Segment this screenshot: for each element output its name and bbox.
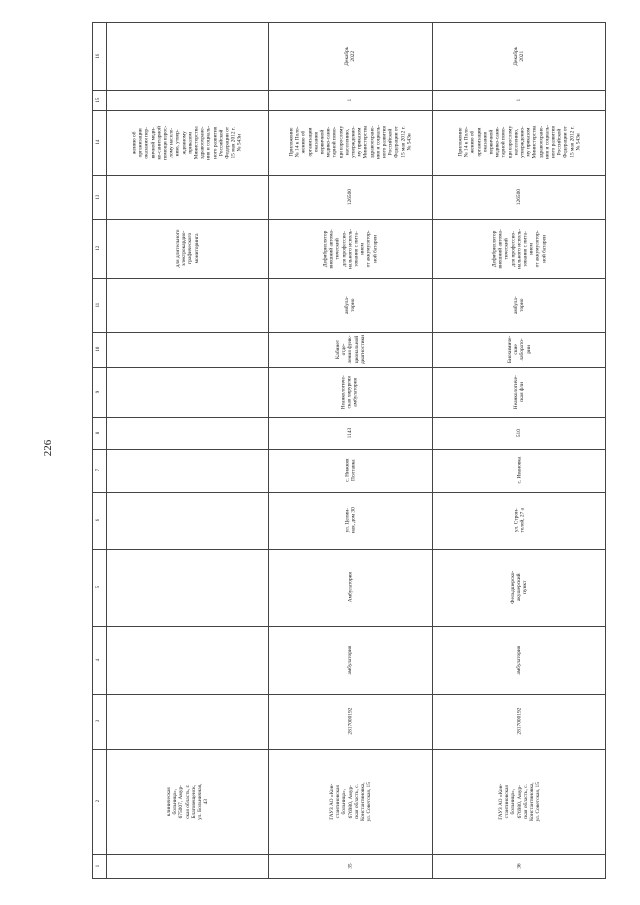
cell-col-8-text: 510: [515, 428, 522, 438]
column-number-16: [92, 22, 106, 90]
cell-col-9: [268, 367, 432, 417]
cell-col-11: [268, 278, 432, 332]
cell-col-6-text: ул. Строи- телей, 27 а: [512, 508, 525, 533]
cell-col-16: [432, 22, 606, 90]
column-number-15-text: 15: [95, 97, 101, 103]
column-number-8-text: 8: [95, 431, 101, 435]
page-number: 226: [42, 439, 54, 457]
cell-col-12: [432, 219, 606, 278]
column-number-12: [92, 219, 106, 278]
cell-col-7-text: с. Нижняя Полтавка: [343, 458, 356, 483]
column-number-14: [92, 110, 106, 175]
cell-col-5-text: Амбулатория: [346, 572, 353, 603]
cell-col-13: [432, 175, 606, 219]
column-number-9-text: 9: [95, 390, 101, 394]
column-number-10: [92, 332, 106, 367]
column-number-4-text: 4: [95, 658, 101, 662]
cell-col-13: [268, 175, 432, 219]
column-number-1-text: 1: [95, 865, 101, 868]
cell-col-4-text: амбулатория: [346, 645, 353, 675]
column-number-8: [92, 417, 106, 449]
column-number-13-text: 13: [95, 194, 101, 200]
cell-col-3: [432, 694, 606, 749]
cell-col-9-text: Неанкологиче- ская фли: [512, 375, 525, 409]
column-number-11-text: 11: [95, 302, 101, 308]
cell-col-12-text: Дефибриллятор внешний автома- тический для профессио- нального исполь- зования с пита- нием от аккумулятор- ной батареи: [491, 228, 547, 269]
column-number-6-text: 6: [95, 519, 101, 522]
cell-col-4: [432, 626, 606, 694]
cell-col-12-text: для длительного электрокардио- графического мониторинга: [174, 229, 200, 268]
column-number-11: [92, 278, 106, 332]
cell-col-13-text: 126500: [346, 188, 353, 206]
cell-col-15: [432, 90, 606, 110]
cell-col-14-text: Приложение № 14 к Поло- жению об организации оказания первичной медико-сани- тарной помо- щи взрослому населению, утвержденно- му приказом Министерства здравоохране- ния и социаль- ного развития Российской Федерации от 15 мая 2012 г. № 543н: [456, 125, 581, 160]
column-number-3: [92, 694, 106, 749]
cell-col-14-text: Приложение № 14 к Поло- жению об организации оказания первичной медико-сани- тарной помо- щи взрослому населению, утвержденно- му приказом Министерства здравоохране- ния и социаль- ного развития Российской Федерации от 15 мая 2012 г. № 543н: [287, 125, 412, 160]
column-number-9: [92, 367, 106, 417]
cell-col-3-text: 2817000192: [515, 708, 522, 735]
column-number-6: [92, 492, 106, 549]
cell-col-6-text: ул. Целин- ная, дом 30: [343, 507, 356, 534]
cell-col-4: [268, 626, 432, 694]
row-number: [432, 854, 606, 879]
column-number-14-text: 14: [95, 140, 101, 145]
cell-col-12: [106, 219, 268, 278]
cell-col-5: [432, 549, 606, 626]
cell-col-2: [106, 749, 268, 854]
cell-col-9-text: Неанкологиче- ская хирургия амбулатория: [340, 375, 360, 409]
column-number-12-text: 12: [95, 246, 101, 251]
cell-col-7: [432, 449, 606, 492]
cell-col-16-text: Декабрь 2021: [512, 46, 525, 66]
row-number-text: 36: [515, 863, 522, 870]
cell-col-3-text: 2817000192: [346, 708, 353, 735]
column-number-5-text: 5: [95, 586, 101, 589]
cell-col-2-text: клиническая больница», 675007, Амур- ская область, г. Благовещенск, ул. Больничная, 43: [165, 783, 209, 820]
rotated-table: [92, 22, 606, 879]
column-number-10-text: 10: [95, 347, 101, 352]
cell-col-10: [268, 332, 432, 367]
cell-col-10-text: Биохимиче- ские лаборато- рии: [506, 335, 532, 364]
cell-col-2-text: ГАУЗ АО «Кон- стантиновская больница», 676980, Амур- ская область, с. Константиновка, ул. Советская, 15: [328, 781, 372, 822]
cell-col-6: [432, 492, 606, 549]
row-number: [268, 854, 432, 879]
column-number-7-text: 7: [95, 469, 101, 472]
cell-col-7-text: с. Ивановка: [515, 457, 522, 484]
cell-col-15-text: 1: [515, 98, 522, 102]
cell-col-13-text: 126500: [515, 188, 522, 206]
cell-col-14: [106, 110, 268, 175]
cell-col-2: [268, 749, 432, 854]
cell-col-6: [268, 492, 432, 549]
column-number-3-text: 3: [95, 720, 101, 723]
cell-col-8: [432, 417, 606, 449]
cell-col-15: [268, 90, 432, 110]
cell-col-8: [268, 417, 432, 449]
cell-col-7: [268, 449, 432, 492]
column-number-16-text: 16: [95, 53, 101, 59]
column-number-7: [92, 449, 106, 492]
cell-col-2: [432, 749, 606, 854]
cell-col-16-text: Декабрь 2022: [343, 46, 356, 66]
cell-col-11: [432, 278, 606, 332]
column-number-15: [92, 90, 106, 110]
cell-col-14-text: жению об организации оказания пер- вичной меди- ко-санитарной помощи взрос- лому населе- нию, утвер- жденному приказом Министерства здравоохране- ния и социаль- ного развития Российской Федерации от 15 мая 2012 г. № 543н: [131, 125, 243, 160]
row-number-text: 35: [346, 863, 353, 870]
cell-col-5: [268, 549, 432, 626]
cell-col-8-text: 1143: [346, 427, 353, 439]
cell-col-12: [268, 219, 432, 278]
cell-col-11-text: амбула- торно: [343, 296, 356, 314]
column-number-4: [92, 626, 106, 694]
cell-col-9: [432, 367, 606, 417]
column-number-13: [92, 175, 106, 219]
cell-col-11-text: амбула- торно: [512, 296, 525, 314]
cell-col-3: [268, 694, 432, 749]
column-number-2-text: 2: [95, 800, 101, 803]
cell-col-10: [432, 332, 606, 367]
cell-col-15-text: 1: [346, 98, 353, 102]
cell-col-5-text: Фельдшерско- акушерский пункт: [509, 570, 529, 605]
cell-col-4-text: амбулатория: [515, 645, 522, 675]
cell-col-12-text: Дефибриллятор внешний автома- тический для профессио- нального исполь- зования с пита- нием от аккумулятор- ной батареи: [322, 228, 378, 269]
cell-col-16: [268, 22, 432, 90]
column-number-5: [92, 549, 106, 626]
cell-col-14: [268, 110, 432, 175]
cell-col-14: [432, 110, 606, 175]
cell-col-10-text: Кабинет отде- ления функ- циональной диагностики: [334, 334, 366, 365]
column-number-1: [92, 854, 106, 879]
column-number-2: [92, 749, 106, 854]
cell-col-2-text: ГАУЗ АО «Кон- стантиновская больница», 676980, Амур- ская область, с. Константиновка, ул. Советская, 15: [497, 781, 541, 822]
